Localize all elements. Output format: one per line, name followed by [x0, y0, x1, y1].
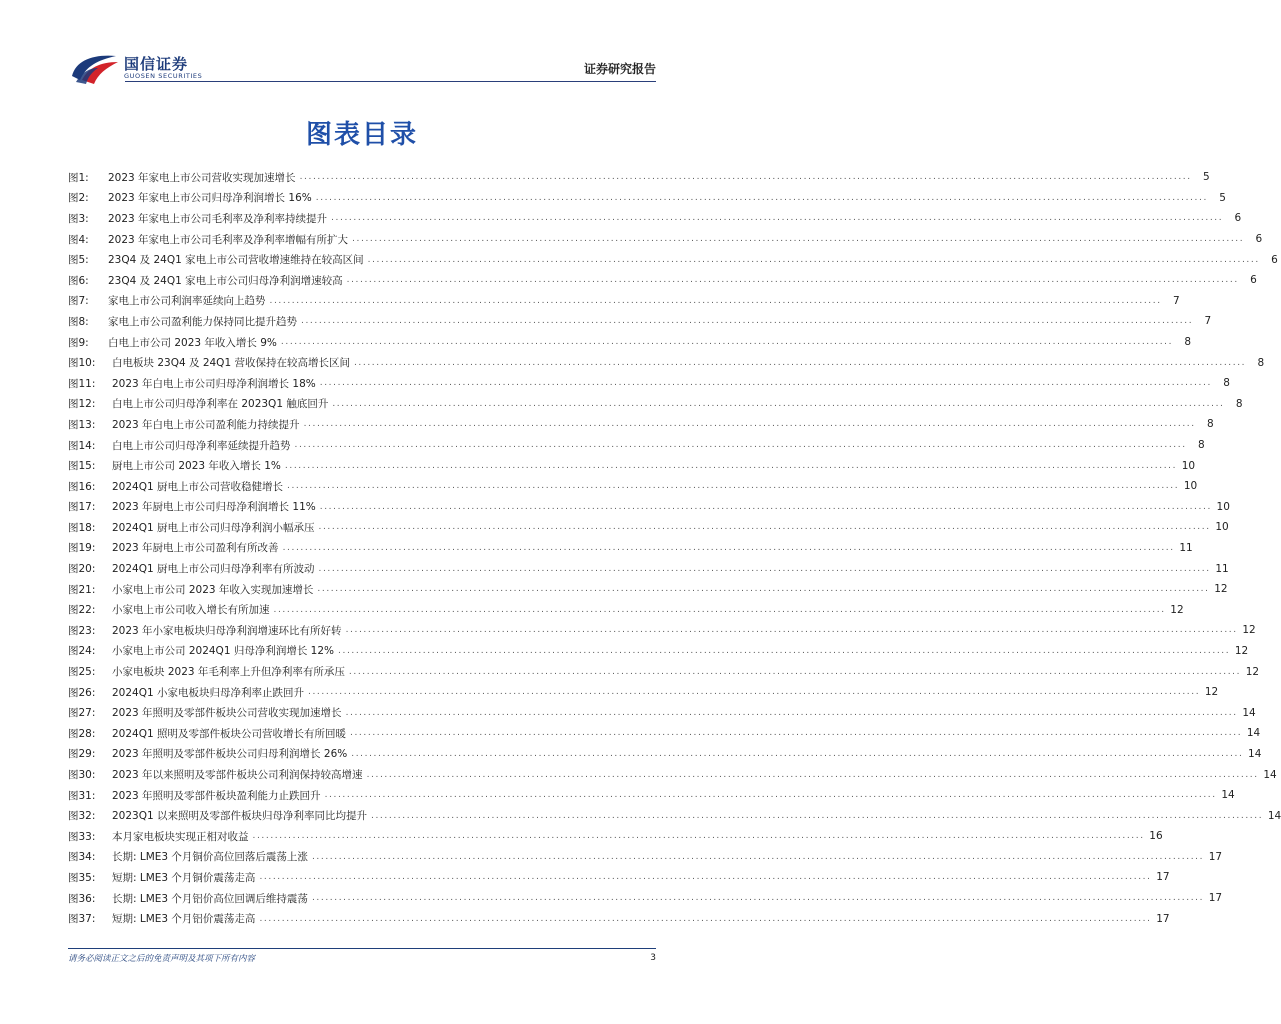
toc-entry-page: 16: [1149, 830, 1163, 843]
toc-entry-label: 图36:: [68, 892, 96, 905]
toc-entry[interactable]: [68, 826, 1163, 847]
toc-entry-page: 17: [1208, 850, 1223, 863]
toc-entry-title: 2023 年厨电上市公司归母净利润增长 11%: [112, 501, 316, 514]
toc-entry-label: 图5:: [68, 254, 89, 267]
toc-leader-dots: ........................................................................................................................................................................................................: [318, 522, 1211, 533]
toc-entry-page: 17: [1156, 871, 1170, 884]
toc-entry[interactable]: [68, 435, 1205, 456]
toc-leader-dots: ........................................................................................................................................................................................................: [252, 831, 1145, 842]
toc-entry-page: 11: [1179, 541, 1193, 554]
toc-entry-title: 2023 年白电上市公司归母净利润增长 18%: [112, 377, 316, 390]
toc-entry-page: 5: [1219, 191, 1226, 204]
toc-entry-page: 12: [1204, 686, 1219, 699]
toc-entry-label: 图29:: [68, 748, 96, 761]
toc-entry[interactable]: [68, 599, 1184, 620]
toc-entry-label: 图34:: [68, 851, 96, 864]
toc-leader-dots: ........................................................................................................................................................................................................: [367, 254, 1260, 265]
toc-leader-dots: ........................................................................................................................................................................................................: [318, 563, 1211, 574]
toc-entry-label: 图3:: [68, 212, 89, 225]
toc-entry-label: 图11:: [68, 377, 96, 390]
toc-entry-title: 2023 年白电上市公司盈利能力持续提升: [112, 418, 300, 431]
toc-entry-title: 2023 年家电上市公司归母净利润增长 16%: [108, 192, 312, 205]
toc-entry-page: 6: [1234, 212, 1242, 225]
toc-entry-title: 2023 年家电上市公司毛利率及净利率持续提升: [108, 212, 328, 225]
toc-entry[interactable]: [68, 208, 1242, 229]
toc-entry-title: 2023Q1 以来照明及零部件板块归母净利率同比均提升: [112, 810, 368, 823]
toc-entry-label: 图1:: [68, 171, 89, 184]
toc-entry-title: 2023 年家电上市公司毛利率及净利率增幅有所扩大: [108, 233, 349, 246]
toc-entry-title: 家电上市公司盈利能力保持同比提升趋势: [108, 315, 297, 328]
toc-entry-page: 10: [1216, 500, 1230, 513]
toc-entry-page: 6: [1250, 274, 1257, 287]
page-header: [0, 0, 724, 90]
toc-entry[interactable]: [68, 908, 1170, 929]
toc-leader-dots: ........................................................................................................................................................................................................: [273, 604, 1166, 615]
toc-leader-dots: ........................................................................................................................................................................................................: [280, 337, 1174, 348]
header-divider: [125, 81, 656, 82]
toc-entry[interactable]: [68, 538, 1193, 559]
toc-leader-dots: ........................................................................................................................................................................................................: [345, 625, 1238, 636]
toc-leader-dots: ........................................................................................................................................................................................................: [319, 501, 1212, 512]
toc-entry-page: 12: [1242, 624, 1256, 637]
toc-entry-label: 图37:: [68, 913, 96, 926]
toc-entry-title: 白电上市公司归母净利率延续提升趋势: [112, 439, 291, 452]
toc-entry[interactable]: [68, 476, 1198, 497]
toc-leader-dots: ........................................................................................................................................................................................................: [294, 440, 1187, 451]
toc-entry-page: 8: [1235, 397, 1243, 410]
toc-entry-title: 2023 年照明及零部件板块公司营收实现加速增长: [112, 707, 342, 720]
toc-leader-dots: ........................................................................................................................................................................................................: [352, 234, 1245, 245]
toc-entry[interactable]: [68, 229, 1263, 250]
toc-entry-label: 图28:: [68, 727, 96, 740]
toc-entry-label: 图33:: [68, 830, 96, 843]
toc-leader-dots: ........................................................................................................................................................................................................: [259, 872, 1152, 883]
toc-entry-page: 5: [1203, 171, 1210, 184]
toc-entry[interactable]: [68, 785, 1235, 806]
toc-entry-title: 厨电上市公司 2023 年收入增长 1%: [112, 460, 281, 473]
toc-entry-label: 图30:: [68, 769, 96, 782]
toc-leader-dots: ........................................................................................................................................................................................................: [317, 584, 1210, 595]
toc-entry-page: 12: [1214, 583, 1228, 596]
toc-entry-label: 图17:: [68, 501, 96, 514]
toc-entry-title: 短期: LME3 个月铝价震荡走高: [112, 913, 256, 926]
toc-entry-title: 长期: LME3 个月铝价高位回调后维持震荡: [112, 892, 308, 905]
footer-disclaimer: 请务必阅读正文之后的免责声明及其项下所有内容: [68, 954, 256, 964]
toc-entry-page: 10: [1215, 521, 1229, 534]
toc-entry-page: 8: [1207, 418, 1214, 431]
toc-entry[interactable]: [68, 270, 1257, 291]
toc-entry-title: 长期: LME3 个月铜价高位回落后震荡上涨: [112, 851, 308, 864]
toc-entry[interactable]: [68, 702, 1256, 723]
toc-entry-page: 8: [1223, 377, 1230, 390]
toc-entry-label: 图20:: [68, 563, 96, 576]
toc-entry-label: 图27:: [68, 707, 96, 720]
toc-entry-label: 图18:: [68, 521, 96, 534]
toc-entry-page: 12: [1170, 603, 1184, 616]
page-number: 3: [650, 953, 656, 963]
toc-entry-title: 2024Q1 厨电上市公司营收稳健增长: [112, 480, 284, 493]
toc-entry[interactable]: [68, 805, 1281, 826]
toc-entry-label: 图6:: [68, 274, 89, 287]
toc-entry-label: 图32:: [68, 810, 96, 823]
toc-entry-title: 23Q4 及 24Q1 家电上市公司营收增速维持在较高区间: [108, 254, 364, 267]
toc-entry-title: 短期: LME3 个月铜价震荡走高: [112, 871, 256, 884]
toc-entry-label: 图23:: [68, 624, 96, 637]
toc-entry[interactable]: [68, 517, 1229, 538]
toc-entry-page: 12: [1245, 665, 1260, 678]
toc-leader-dots: ........................................................................................................................................................................................................: [284, 460, 1178, 471]
toc-entry-title: 小家电板块 2023 年毛利率上升但净利率有所承压: [112, 666, 345, 679]
toc-entry-label: 图12:: [68, 398, 96, 411]
toc-leader-dots: ........................................................................................................................................................................................................: [371, 810, 1264, 821]
toc-entry-page: 17: [1208, 892, 1223, 905]
toc-leader-dots: ........................................................................................................................................................................................................: [338, 645, 1231, 656]
toc-entry-label: 图19:: [68, 542, 96, 555]
toc-leader-dots: ........................................................................................................................................................................................................: [287, 481, 1180, 492]
toc-entry-page: 7: [1204, 315, 1212, 328]
toc-leader-dots: ........................................................................................................................................................................................................: [319, 378, 1212, 389]
toc-entry-title: 家电上市公司利润率延续向上趋势: [108, 295, 266, 308]
brand-name-en: GUOSEN SECURITIES: [124, 72, 203, 80]
toc-entry-label: 图16:: [68, 480, 96, 493]
toc-entry-page: 12: [1234, 644, 1249, 657]
footer-divider: [68, 948, 656, 949]
toc-leader-dots: ........................................................................................................................................................................................................: [311, 851, 1205, 862]
toc-entry-title: 2023 年家电上市公司营收实现加速增长: [108, 171, 296, 184]
toc-entry[interactable]: [68, 847, 1223, 868]
toc-entry-label: 图22:: [68, 604, 96, 617]
toc-leader-dots: ........................................................................................................................................................................................................: [311, 893, 1205, 904]
toc-entry-title: 小家电上市公司 2023 年收入实现加速增长: [112, 583, 314, 596]
toc-entry[interactable]: [68, 764, 1277, 785]
toc-entry-page: 14: [1246, 727, 1261, 740]
toc-entry-label: 图2:: [68, 192, 89, 205]
toc-entry-title: 白电板块 23Q4 及 24Q1 营收保持在较高增长区间: [112, 357, 350, 370]
toc-entry[interactable]: [68, 723, 1261, 744]
toc-entry-page: 14: [1263, 768, 1277, 781]
toc-entry[interactable]: [68, 455, 1196, 476]
toc-leader-dots: ........................................................................................................................................................................................................: [346, 275, 1239, 286]
toc-entry-label: 图7:: [68, 295, 89, 308]
toc-entry-page: 8: [1197, 439, 1205, 452]
toc-leader-dots: ........................................................................................................................................................................................................: [332, 398, 1225, 409]
toc-entry-page: 10: [1181, 459, 1196, 472]
page-title: 图表目录: [305, 120, 418, 150]
toc-leader-dots: ........................................................................................................................................................................................................: [282, 542, 1175, 553]
toc-entry[interactable]: [68, 888, 1223, 909]
toc-entry-page: 17: [1156, 912, 1170, 925]
toc-entry-label: 图25:: [68, 666, 96, 679]
brand-logo-icon: [68, 50, 122, 86]
toc-entry-label: 图8:: [68, 315, 89, 328]
toc-entry-page: 14: [1248, 747, 1262, 760]
toc-entry[interactable]: [68, 373, 1230, 394]
brand-name-cn: 国信证券: [124, 55, 189, 73]
toc-entry-page: 14: [1242, 706, 1256, 719]
toc-entry[interactable]: [68, 558, 1229, 579]
toc-entry[interactable]: [68, 620, 1256, 641]
toc-entry[interactable]: [68, 579, 1228, 600]
toc-entry-title: 小家电上市公司 2024Q1 归母净利润增长 12%: [112, 645, 335, 658]
toc-entry-label: 图24:: [68, 645, 96, 658]
toc-entry[interactable]: [68, 249, 1278, 270]
toc-entry-label: 图21:: [68, 583, 96, 596]
toc-entry[interactable]: [68, 641, 1249, 662]
toc-entry[interactable]: [68, 167, 1210, 188]
toc-entry-page: 11: [1215, 562, 1229, 575]
toc-entry-page: 8: [1257, 356, 1265, 369]
toc-leader-dots: ........................................................................................................................................................................................................: [351, 748, 1244, 759]
toc-entry-label: 图13:: [68, 418, 96, 431]
toc-entry[interactable]: [68, 291, 1180, 312]
toc-entry-page: 14: [1221, 789, 1235, 802]
toc-entry-title: 白电上市公司 2023 年收入增长 9%: [108, 336, 277, 349]
toc-entry[interactable]: [68, 311, 1212, 332]
report-type-label: 证券研究报告: [583, 62, 656, 76]
toc-entry-title: 小家电上市公司收入增长有所加速: [112, 604, 270, 617]
toc-entry-title: 本月家电板块实现正相对收益: [112, 830, 249, 843]
toc-leader-dots: ........................................................................................................................................................................................................: [301, 316, 1194, 327]
toc-leader-dots: ........................................................................................................................................................................................................: [303, 419, 1196, 430]
toc-entry-title: 2024Q1 照明及零部件板块公司营收增长有所回暖: [112, 727, 347, 740]
toc-entry-page: 8: [1184, 336, 1192, 349]
toc-entry[interactable]: [68, 332, 1192, 353]
toc-entry-title: 2023 年厨电上市公司盈利有所改善: [112, 542, 279, 555]
toc-entry-label: 图15:: [68, 460, 96, 473]
toc-leader-dots: ........................................................................................................................................................................................................: [259, 913, 1152, 924]
toc-entry[interactable]: [68, 867, 1170, 888]
toc-entry-page: 10: [1183, 480, 1198, 493]
toc-entry-label: 图10:: [68, 357, 96, 370]
toc-entry-title: 白电上市公司归母净利率在 2023Q1 触底回升: [112, 398, 329, 411]
toc-entry-title: 2023 年照明及零部件板块盈利能力止跌回升: [112, 789, 321, 802]
toc-entry-title: 2024Q1 小家电板块归母净利率止跌回升: [112, 686, 305, 699]
toc-leader-dots: ........................................................................................................................................................................................................: [315, 192, 1208, 203]
toc-entry[interactable]: [68, 661, 1260, 682]
toc-leader-dots: ........................................................................................................................................................................................................: [324, 790, 1217, 801]
toc-entry[interactable]: [68, 497, 1230, 518]
toc-leader-dots: ........................................................................................................................................................................................................: [353, 357, 1247, 368]
toc-entry-label: 图35:: [68, 871, 96, 884]
toc-entry-label: 图31:: [68, 789, 96, 802]
toc-entry-title: 2023 年以来照明及零部件板块公司利润保持较高增速: [112, 769, 363, 782]
toc-entry-label: 图14:: [68, 439, 96, 452]
toc-leader-dots: ........................................................................................................................................................................................................: [331, 213, 1224, 224]
toc-leader-dots: ........................................................................................................................................................................................................: [345, 707, 1238, 718]
toc-leader-dots: ........................................................................................................................................................................................................: [350, 728, 1243, 739]
toc-leader-dots: ........................................................................................................................................................................................................: [269, 295, 1162, 306]
toc-entry[interactable]: [68, 682, 1219, 703]
figure-toc-list: [68, 167, 1281, 929]
toc-entry-title: 2023 年小家电板块归母净利润增速环比有所好转: [112, 624, 342, 637]
toc-entry[interactable]: [68, 188, 1226, 209]
toc-entry-title: 2024Q1 厨电上市公司归母净利润小幅承压: [112, 521, 315, 534]
toc-entry[interactable]: [68, 394, 1243, 415]
toc-entry[interactable]: [68, 414, 1214, 435]
toc-leader-dots: ........................................................................................................................................................................................................: [348, 666, 1242, 677]
toc-entry-page: 7: [1172, 294, 1180, 307]
toc-entry[interactable]: [68, 744, 1262, 765]
toc-entry-title: 23Q4 及 24Q1 家电上市公司归母净利润增速较高: [108, 274, 343, 287]
toc-entry-title: 2024Q1 厨电上市公司归母净利率有所波动: [112, 563, 315, 576]
toc-entry-page: 14: [1267, 809, 1281, 822]
toc-entry-label: 图4:: [68, 233, 89, 246]
toc-entry-label: 图9:: [68, 336, 89, 349]
toc-leader-dots: ........................................................................................................................................................................................................: [308, 687, 1201, 698]
toc-entry[interactable]: [68, 352, 1265, 373]
toc-entry-title: 2023 年照明及零部件板块公司归母利润增长 26%: [112, 748, 348, 761]
toc-entry-page: 6: [1255, 233, 1263, 246]
toc-leader-dots: ........................................................................................................................................................................................................: [299, 172, 1192, 183]
toc-leader-dots: ........................................................................................................................................................................................................: [366, 769, 1259, 780]
toc-entry-page: 6: [1271, 253, 1278, 266]
toc-entry-label: 图26:: [68, 686, 96, 699]
